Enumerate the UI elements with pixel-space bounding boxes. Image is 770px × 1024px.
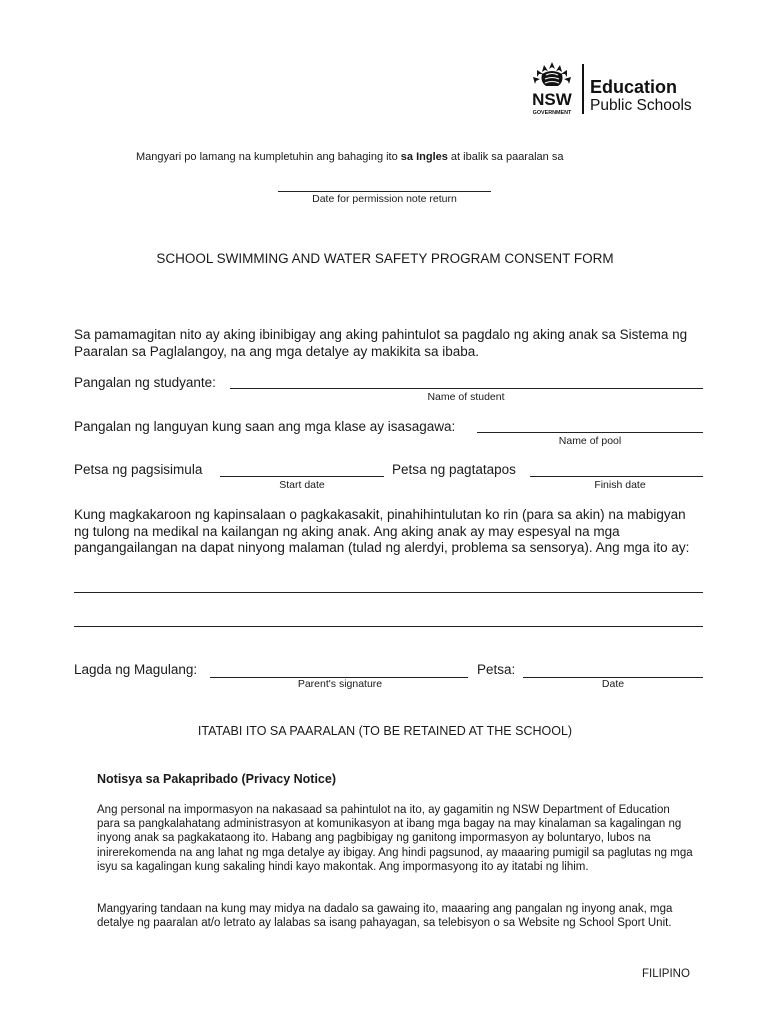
government-wordmark: GOVERNMENT bbox=[532, 110, 572, 116]
nsw-wordmark: NSW bbox=[532, 90, 572, 109]
privacy-paragraph-2: Mangyaring tandaan na kung may midya na dadalo sa gawaing ito, maaaring ang pangalan ng inyong anak, mga detalye ng paaralan at/o letrato ay lalabas sa isang pahayagan, sa telebisyon o sa Website ng School Sport Unit. bbox=[97, 903, 673, 930]
finish-date-label: Petsa ng pagtatapos bbox=[392, 462, 516, 477]
student-name-field[interactable] bbox=[230, 388, 703, 389]
start-date-label: Petsa ng pagsisimula bbox=[74, 462, 203, 477]
signature-date-caption: Date bbox=[601, 678, 625, 690]
finish-date-caption: Finish date bbox=[594, 479, 646, 491]
logo-public-schools-text: Public Schools bbox=[590, 97, 692, 114]
logo-divider bbox=[582, 64, 584, 114]
logo-education-text: Education bbox=[590, 77, 678, 97]
footer-language: FILIPINO bbox=[642, 968, 690, 980]
start-date-field[interactable] bbox=[220, 476, 384, 477]
pool-name-field[interactable] bbox=[477, 432, 703, 433]
finish-date-field[interactable] bbox=[530, 476, 703, 477]
intro-instruction bbox=[136, 151, 563, 163]
nsw-education-logo bbox=[524, 60, 714, 120]
privacy-paragraph-1: Ang personal na impormasyon na nakasaad sa pahintulot na ito, ay gagamitin ng NSW Department of Education para sa pangkalahatang administrasyon at komunikasyon at ibang mga bagay na may kinalaman sa kagalingan ng inyong anak sa pagkakataong ito. Habang ang pagbibigay ng ganitong impormasyon ay boluntaryo, lubos na inirerekomenda na ang lahat ng mga detalye ay ibigay. Ang hindi pagsunod, ay maaaring pumigil sa paglutas ng mga isyu sa kagalingan kung sakaling hindi kayo makontak. Ang impormasyong ito ay itatabi ng lihim. bbox=[97, 804, 693, 873]
return-date-caption: Date for permission note return bbox=[312, 193, 457, 205]
return-date-line[interactable] bbox=[278, 191, 491, 192]
student-name-caption: Name of student bbox=[427, 391, 505, 403]
signature-date-label: Petsa: bbox=[477, 662, 516, 677]
pool-name-label: Pangalan ng languyan kung saan ang mga klase ay isasagawa: bbox=[74, 419, 456, 434]
parent-signature-label: Lagda ng Magulang: bbox=[74, 662, 198, 677]
retain-notice: ITATABI ITO SA PAARALAN (TO BE RETAINED AT THE SCHOOL) bbox=[197, 724, 573, 738]
intro-text-after: at ibalik sa paaralan sa bbox=[447, 151, 564, 163]
parent-signature-caption: Parent's signature bbox=[297, 678, 383, 690]
student-name-label: Pangalan ng studyante: bbox=[74, 375, 216, 390]
special-needs-line-1[interactable] bbox=[74, 592, 703, 593]
start-date-caption: Start date bbox=[279, 479, 325, 491]
consent-paragraph: Sa pamamagitan nito ay aking ibinibigay ang aking pahintulot sa pagdalo ng aking anak sa Sistema ng Paaralan sa Paglalangoy, na ang mga detalye ay makikita sa ibaba. bbox=[74, 327, 688, 359]
medical-consent-paragraph: Kung magkakaroon ng kapinsalaan o pagkakasakit, pinahihintulutan ko rin (para sa akin) na mabigyan ng tulong na medikal na kailangan ng aking anak. Ang aking anak ay may espesyal na mga pangangailangan na dapat ninyong malaman (tulad ng alerdyi, problema sa sensorya). Ang mga ito ay: bbox=[74, 507, 690, 555]
special-needs-line-2[interactable] bbox=[74, 626, 703, 627]
form-title: SCHOOL SWIMMING AND WATER SAFETY PROGRAM CONSENT FORM bbox=[156, 251, 614, 266]
intro-text-bold: sa Ingles bbox=[400, 151, 448, 163]
intro-text-before: Mangyari po lamang na kumpletuhin ang bahaging ito bbox=[136, 151, 401, 163]
waratah-icon bbox=[524, 60, 580, 116]
pool-name-caption: Name of pool bbox=[558, 435, 622, 447]
privacy-heading: Notisya sa Pakapribado (Privacy Notice) bbox=[97, 772, 336, 786]
